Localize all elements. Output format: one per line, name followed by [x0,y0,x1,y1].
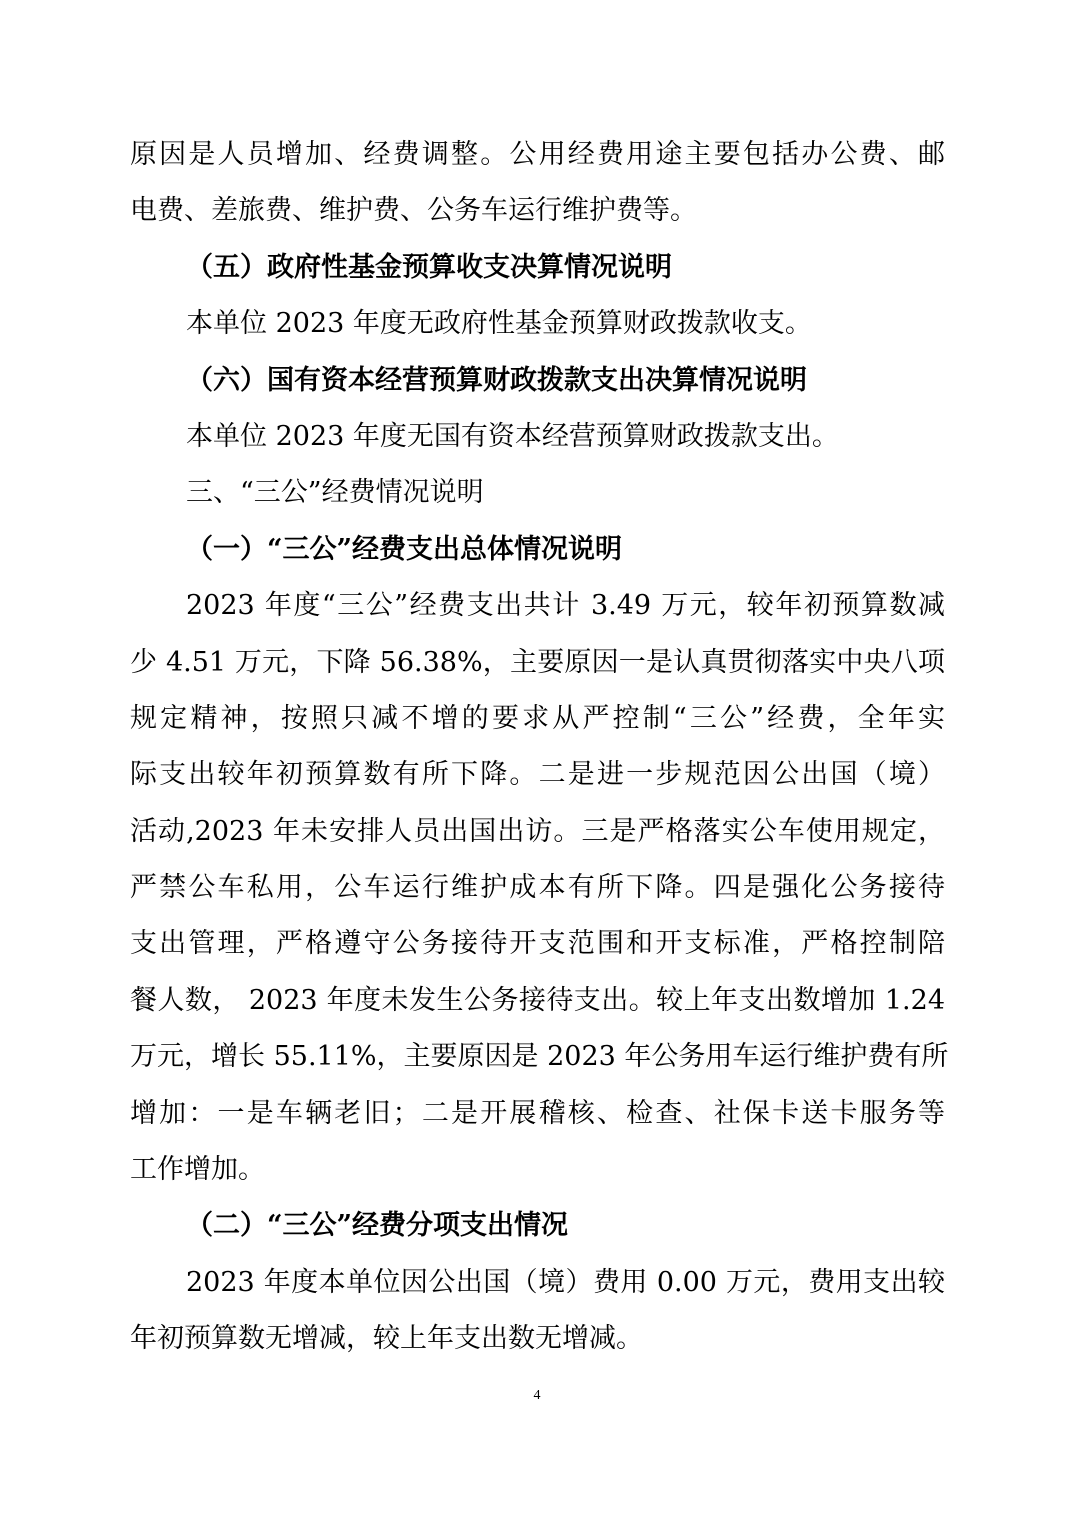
document-body [130,127,949,1368]
section-heading: （五）政府性基金预算收支决算情况说明 [186,251,672,283]
text-line: 支出管理，严格遵守公务接待开支范围和开支标准，严格控制陪 [130,928,945,960]
text-line: 际支出较年初预算数有所下降。二是进一步规范因公出国（境） [130,759,945,791]
text-line: 年初预算数无增减，较上年支出数无增减。 [130,1323,643,1355]
text-line: 规定精神，按照只减不增的要求从严控制“三公”经费，全年实 [130,702,945,734]
text-line: 2023 年度“三公”经费支出共计 3.49 万元，较年初预算数减 [186,590,945,622]
text-line: 原因是人员增加、经费调整。公用经费用途主要包括办公费、邮 [130,139,945,170]
section-heading: （二）“三公”经费分项支出情况 [186,1210,569,1242]
text-line: 餐人数， 2023 年度未发生公务接待支出。较上年支出数增加 1.24 [130,984,945,1016]
text-line: 工作增加。 [130,1154,265,1186]
text-line: 严禁公车私用，公车运行维护成本有所下降。四是强化公务接待 [130,872,945,904]
page-number: 4 [533,1388,541,1403]
section-heading: （六）国有资本经营预算财政拨款支出决算情况说明 [186,364,807,396]
text-line: 本单位 2023 年度无政府性基金预算财政拨款收支。 [186,308,812,340]
section-heading: （一）“三公”经费支出总体情况说明 [186,533,623,565]
text-line: 增加：一是车辆老旧；二是开展稽核、检查、社保卡送卡服务等 [130,1097,945,1129]
text-line: 少 4.51 万元，下降 56.38%，主要原因一是认真贯彻落实中央八项 [130,646,945,678]
text-line: 电费、差旅费、维护费、公务车运行维护费等。 [130,195,697,227]
text-line: 万元，增长 55.11%，主要原因是 2023 年公务用车运行维护费有所 [130,1041,949,1073]
text-line: 2023 年度本单位因公出国（境）费用 0.00 万元，费用支出较 [186,1266,945,1298]
text-line: 活动,2023 年未安排人员出国出访。三是严格落实公车使用规定， [130,815,945,847]
text-line: 本单位 2023 年度无国有资本经营预算财政拨款支出。 [186,420,839,452]
section-heading: 三、“三公”经费情况说明 [186,477,484,509]
